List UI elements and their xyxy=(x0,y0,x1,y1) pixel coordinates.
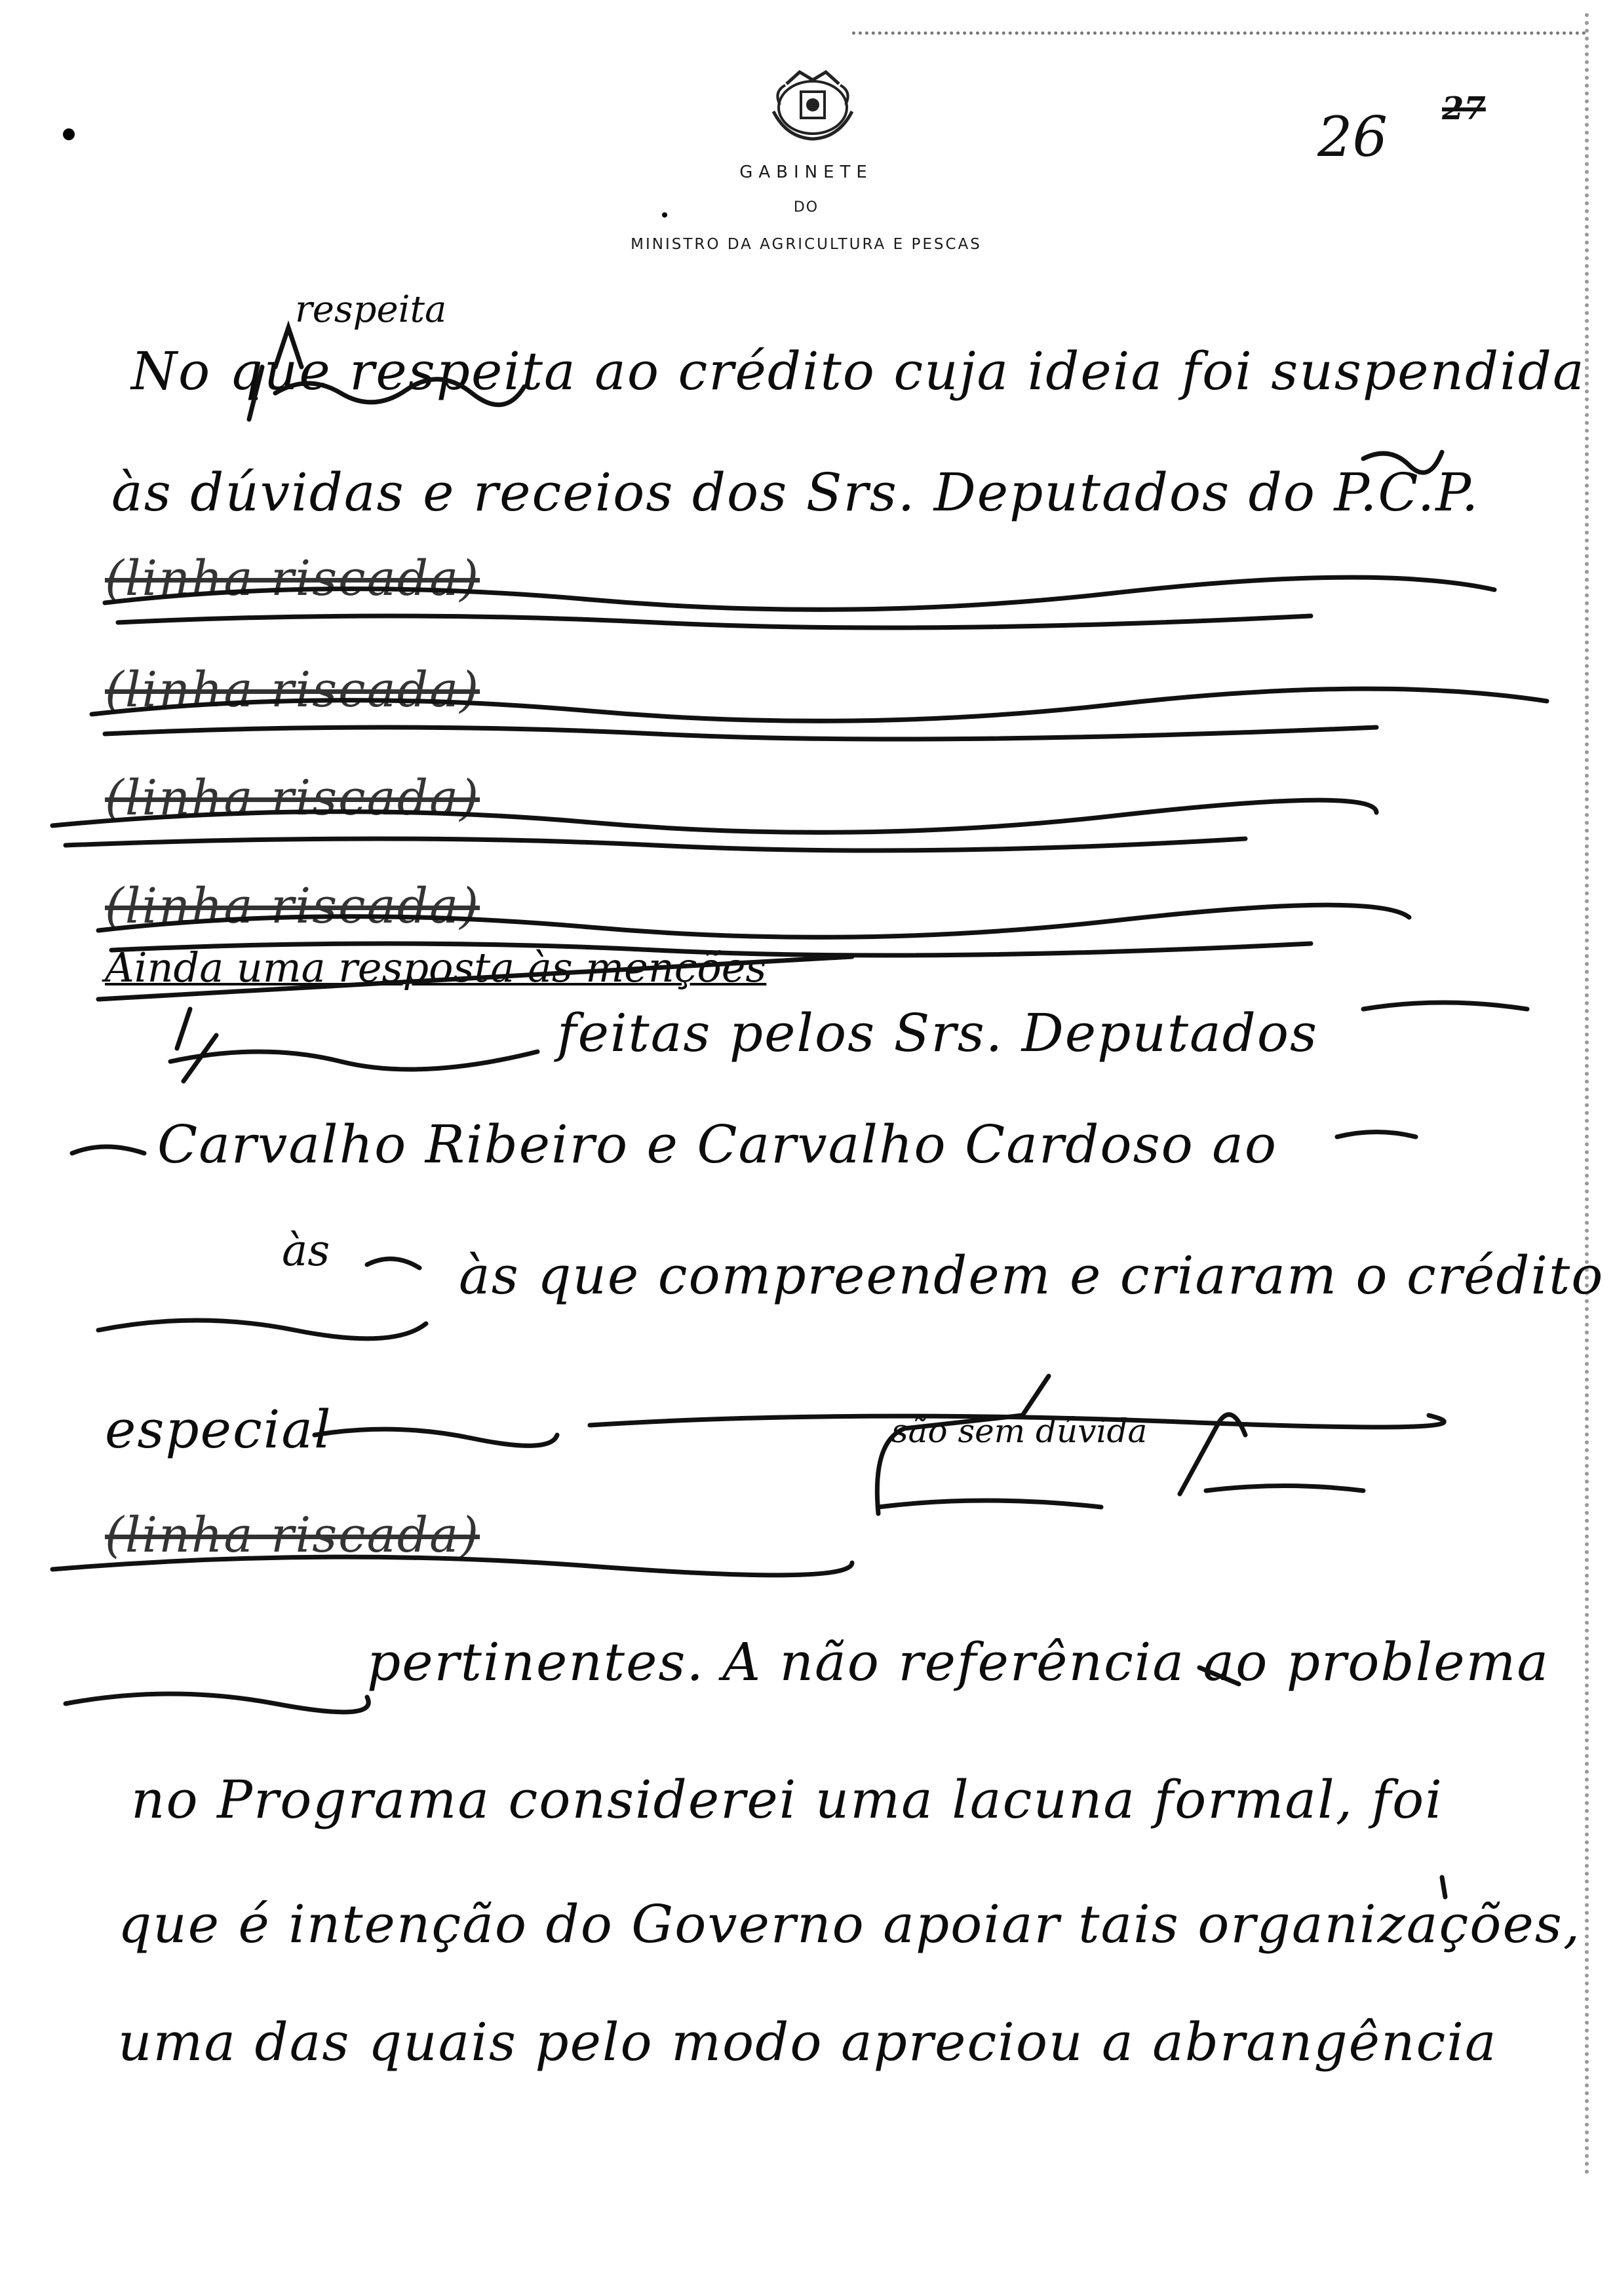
manuscript-line: às que compreendem e criaram o crédito xyxy=(459,1245,1605,1306)
manuscript-line-struck: (linha riscada) xyxy=(105,662,480,718)
manuscript-line-struck: (linha riscada) xyxy=(105,1507,480,1563)
manuscript-line-struck: (linha riscada) xyxy=(105,770,480,826)
insert-sao-sem-duvida: são sem dúvida xyxy=(891,1412,1148,1450)
manuscript-line: feitas pelos Srs. Deputados xyxy=(557,1003,1319,1063)
insert-respeita: respeita xyxy=(295,288,447,331)
manuscript-line: que é intenção do Governo apoiar tais organizações, xyxy=(118,1894,1582,1955)
manuscript-line: especial xyxy=(105,1399,332,1460)
coat-of-arms-icon xyxy=(760,66,865,151)
manuscript-line: pertinentes. A não referência ao problema xyxy=(367,1632,1550,1693)
manuscript-line: uma das quais pelo modo apreciou a abrangência xyxy=(118,2012,1498,2073)
scan-speck xyxy=(63,128,75,140)
insert-as: às xyxy=(282,1225,330,1276)
scan-edge-top xyxy=(852,31,1586,35)
letterhead-line-do: DO xyxy=(793,199,819,216)
manuscript-line: às dúvidas e receios dos Srs. Deputados do P.C.P. xyxy=(111,462,1480,523)
page-number: 26 xyxy=(1317,105,1388,169)
letterhead-line-ministry: MINISTRO DA AGRICULTURA E PESCAS xyxy=(631,236,982,253)
manuscript-line: Carvalho Ribeiro e Carvalho Cardoso ao xyxy=(157,1114,1278,1175)
page-number-struck: 27 xyxy=(1442,90,1486,127)
letterhead-line-gabinete: GABINETE xyxy=(739,163,873,182)
scan-edge-right xyxy=(1585,13,1589,2175)
manuscript-line-struck: (linha riscada) xyxy=(105,878,480,934)
manuscript-line-struck: (linha riscada) xyxy=(105,550,480,607)
insert-ainda-uma: Ainda uma resposta às menções xyxy=(105,944,767,991)
manuscript-line: no Programa considerei uma lacuna formal, foi xyxy=(131,1769,1443,1830)
manuscript-line: No que respeita ao crédito cuja ideia foi suspendida xyxy=(131,341,1586,402)
